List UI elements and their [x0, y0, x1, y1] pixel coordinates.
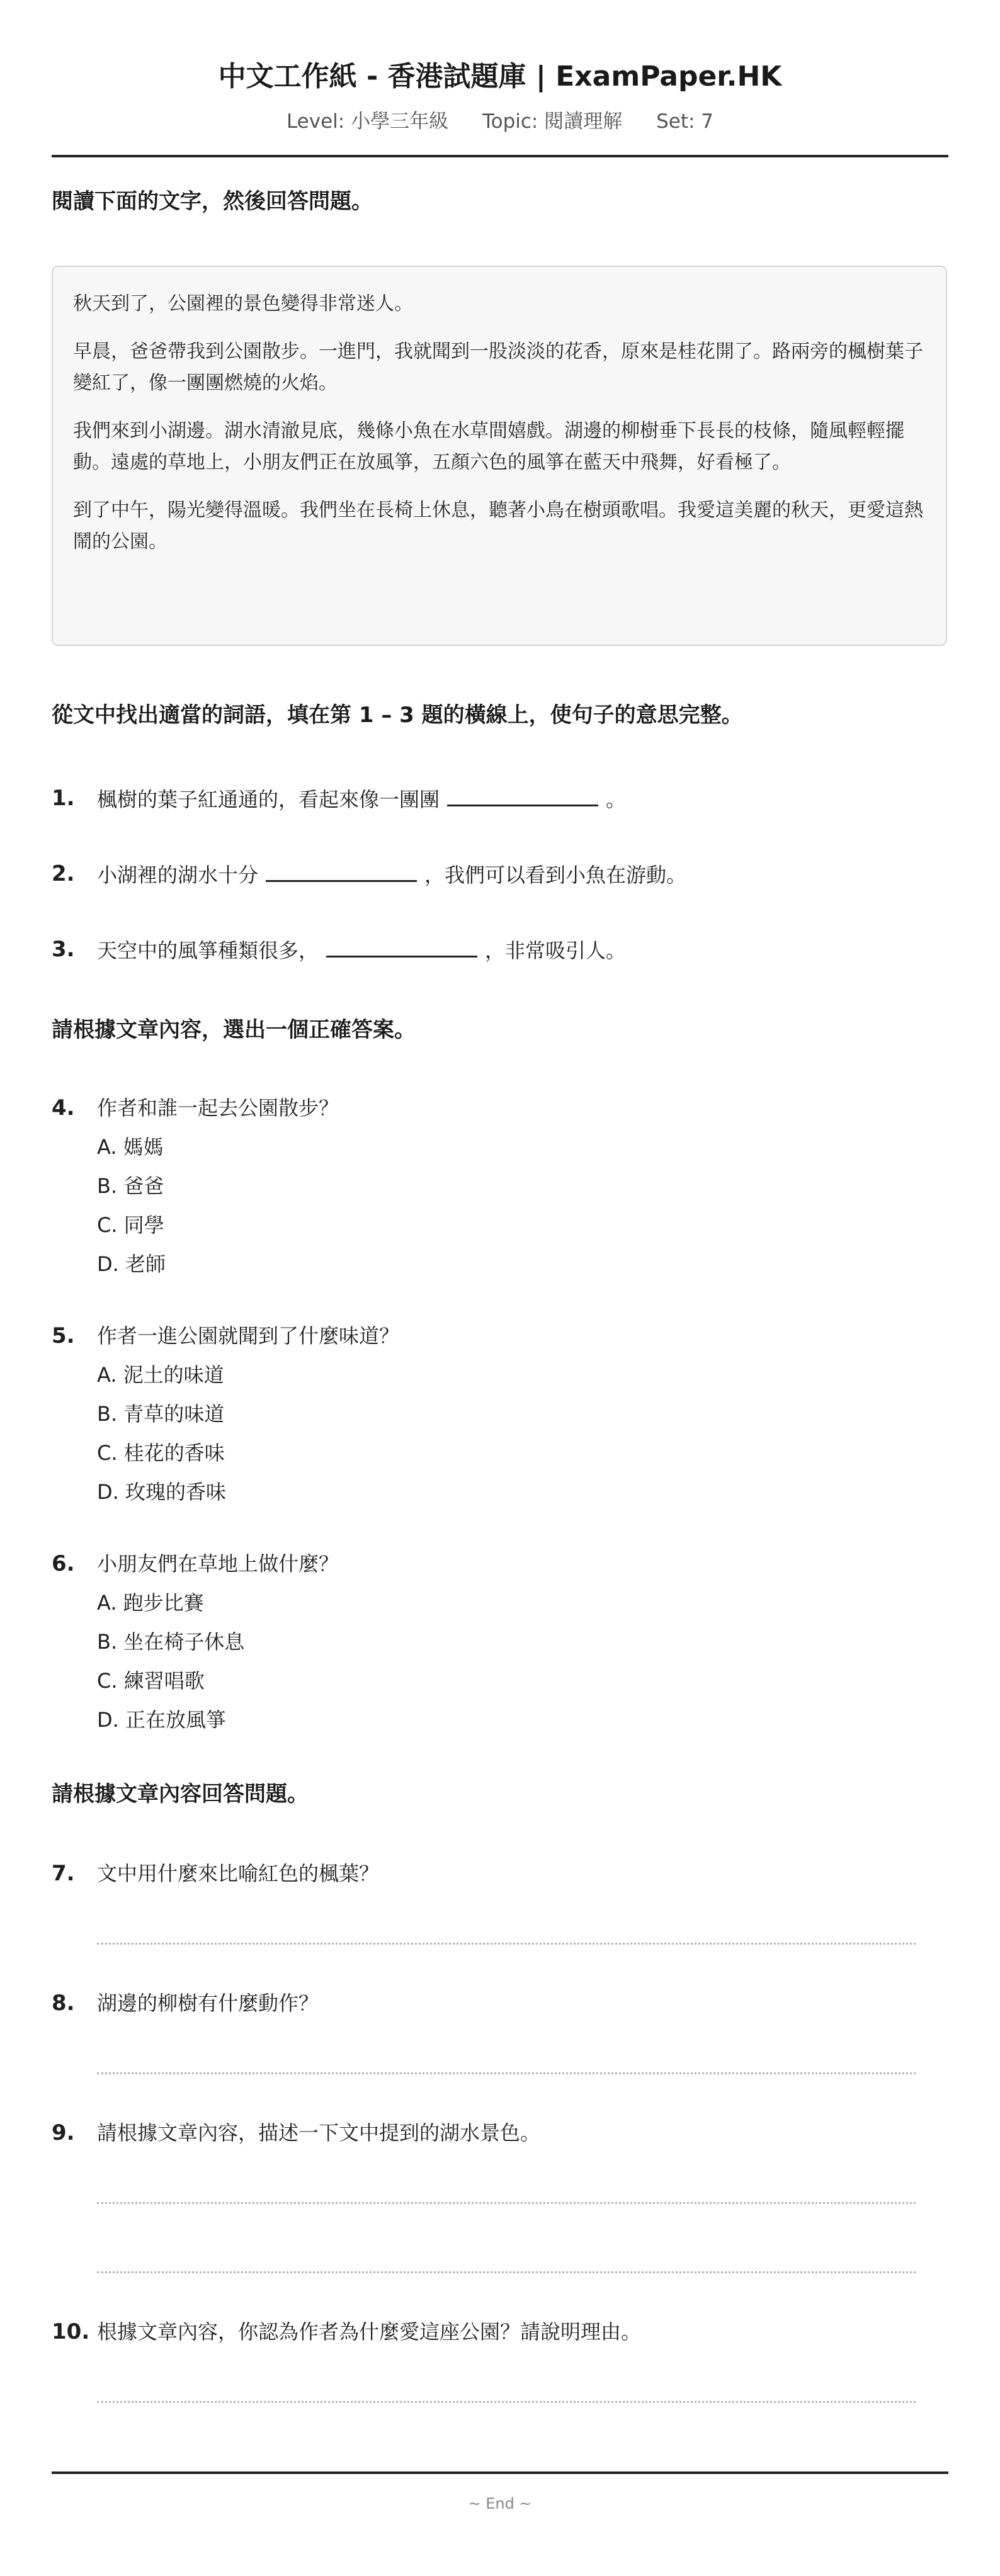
option-b[interactable]: B. 爸爸 [97, 1174, 164, 1198]
set-label: Set: 7 [656, 110, 714, 133]
question-text: 楓樹的葉子紅通通的，看起來像一團團 。 [97, 783, 626, 815]
option-d[interactable]: D. 玫瑰的香味 [97, 1480, 226, 1504]
option-c[interactable]: C. 同學 [97, 1213, 164, 1237]
answer-blank[interactable] [266, 859, 417, 882]
fill-section-heading: 從文中找出適當的詞語，填在第 1 – 3 題的橫線上，使句子的意思完整。 [52, 703, 743, 728]
option-b[interactable]: B. 坐在椅子休息 [97, 1630, 245, 1654]
question-text: 作者一進公園就聞到了什麼味道？ [97, 1324, 400, 1348]
end-marker: ~ End ~ [468, 2495, 532, 2512]
passage-paragraph: 到了中午，陽光變得溫暖。我們坐在長椅上休息，聽著小鳥在樹頭歌唱。我愛這美麗的秋天，更愛這熱鬧的公園。 [73, 499, 923, 553]
question-text: 湖邊的柳樹有什麼動作？ [97, 1991, 319, 2015]
question-number: 6. [52, 1551, 75, 1576]
mc-section-heading: 請根據文章內容，選出一個正確答案。 [52, 1017, 416, 1042]
question-text: 文中用什麼來比喻紅色的楓葉？ [97, 1861, 380, 1885]
question-number: 10. [52, 2319, 90, 2344]
question-number: 1. [52, 786, 75, 811]
answer-line[interactable] [97, 2271, 916, 2273]
option-c[interactable]: C. 桂花的香味 [97, 1441, 225, 1465]
question-number: 5. [52, 1323, 75, 1348]
open-section-heading: 請根據文章內容回答問題。 [52, 1782, 309, 1807]
page-title: 中文工作紙 - 香港試題庫 | ExamPaper.HK [218, 60, 782, 93]
question-text: 請根據文章內容，描述一下文中提到的湖水景色。 [97, 2121, 541, 2145]
answer-blank[interactable] [447, 783, 598, 806]
option-c[interactable]: C. 練習唱歌 [97, 1669, 205, 1693]
option-a[interactable]: A. 泥土的味道 [97, 1363, 224, 1387]
question-number: 7. [52, 1861, 75, 1886]
question-text: 根據文章內容，你認為作者為什麼愛這座公園？請說明理由。 [97, 2320, 642, 2344]
option-a[interactable]: A. 跑步比賽 [97, 1591, 204, 1615]
option-d[interactable]: D. 正在放風箏 [97, 1708, 226, 1732]
passage-paragraph: 我們來到小湖邊。湖水清澈見底，幾條小魚在水草間嬉戲。湖邊的柳樹垂下長長的枝條，隨風輕輕擺動。遠處的草地上，小朋友們正在放風箏，五顏六色的風箏在藍天中飛舞，好看極了。 [73, 420, 904, 473]
passage-paragraph: 秋天到了，公園裡的景色變得非常迷人。 [73, 293, 413, 315]
option-a[interactable]: A. 媽媽 [97, 1135, 164, 1159]
question-number: 2. [52, 861, 75, 886]
reading-passage [52, 266, 947, 646]
level-label: Level: 小學三年級 [286, 110, 449, 133]
worksheet-header [52, 0, 948, 160]
question-number: 3. [52, 937, 75, 962]
passage-paragraph: 早晨，爸爸帶我到公園散步。一進門，我就聞到一股淡淡的花香，原來是桂花開了。路兩旁的楓樹葉子變紅了，像一團團燃燒的火焰。 [73, 341, 923, 394]
reading-instruction: 閱讀下面的文字，然後回答問題。 [52, 189, 373, 214]
option-b[interactable]: B. 青草的味道 [97, 1402, 225, 1426]
answer-line[interactable] [97, 1943, 916, 1945]
question-number: 9. [52, 2120, 75, 2145]
topic-label: Topic: 閱讀理解 [482, 110, 623, 133]
worksheet-meta [52, 108, 948, 135]
question-number: 8. [52, 1991, 75, 2016]
question-text: 天空中的風箏種類很多， ，非常吸引人。 [97, 934, 626, 966]
question-text: 作者和誰一起去公園散步？ [97, 1096, 339, 1120]
option-d[interactable]: D. 老師 [97, 1252, 166, 1276]
answer-line[interactable] [97, 2401, 916, 2403]
answer-blank[interactable] [326, 934, 477, 958]
question-number: 4. [52, 1095, 75, 1121]
answer-line[interactable] [97, 2202, 916, 2204]
answer-line[interactable] [97, 2072, 916, 2074]
footer-divider [52, 2471, 948, 2474]
question-text: 小朋友們在草地上做什麼？ [97, 1552, 339, 1576]
question-text: 小湖裡的湖水十分 ，我們可以看到小魚在游動。 [97, 859, 686, 890]
header-divider [52, 155, 948, 157]
